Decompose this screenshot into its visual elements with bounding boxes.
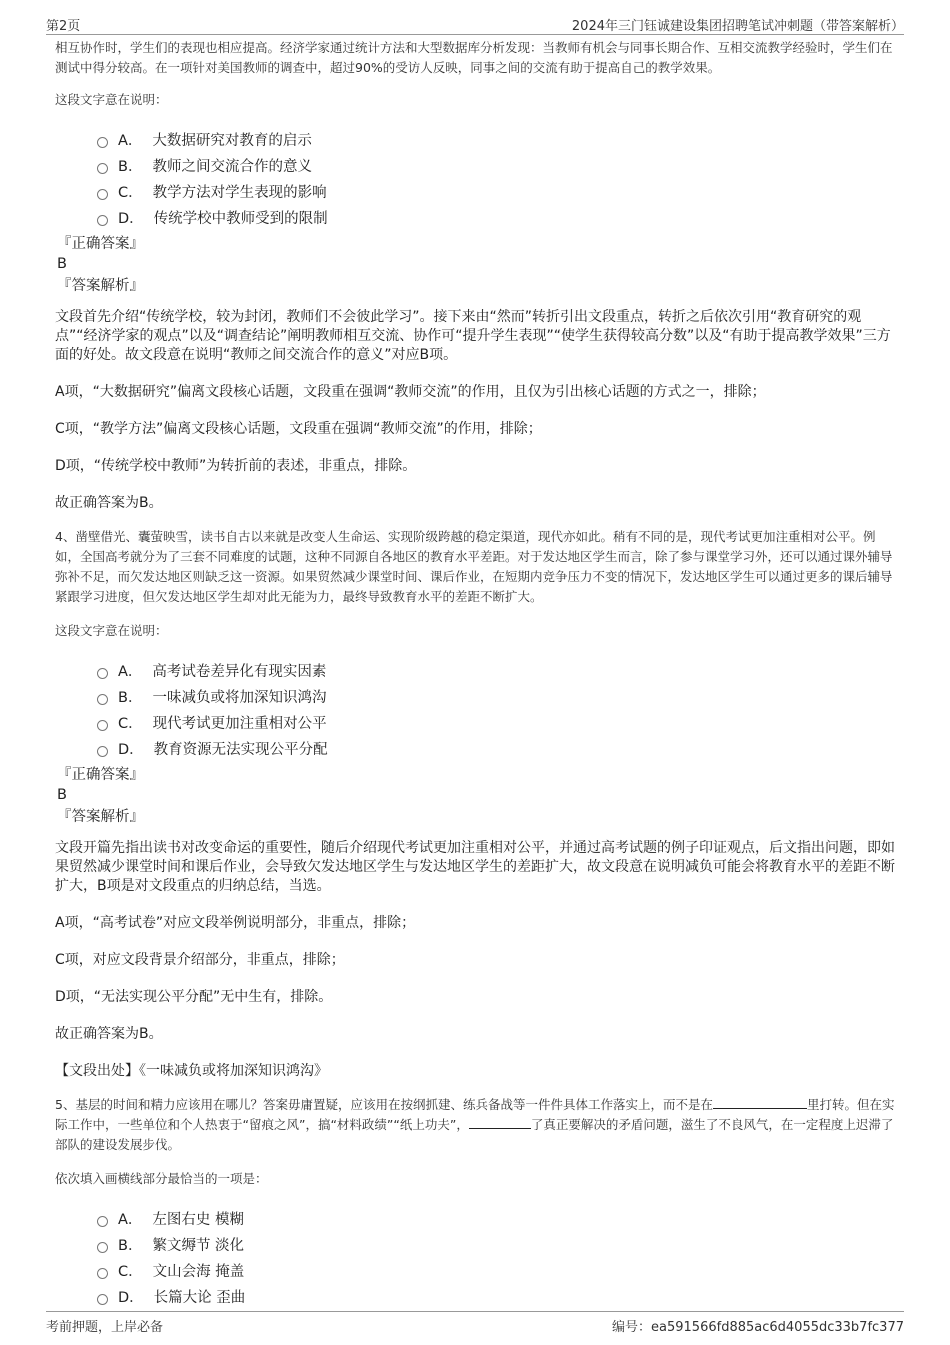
document-title: 2024年三门钰诚建设集团招聘笔试冲刺题（带答案解析） [571, 19, 904, 34]
q3-option-c[interactable] [97, 178, 895, 204]
radio-icon[interactable] [97, 1268, 108, 1279]
radio-icon[interactable] [97, 694, 108, 705]
option-text: 文山会海 掩盖 [152, 1263, 245, 1280]
q5-passage-part-3: 了真正要解决的矛盾问题，滋生了不良风气，在一定程度上迟滞了部队的建设发展步伐。 [55, 1117, 894, 1152]
q3-answer: B [57, 256, 67, 272]
q5-options [97, 1205, 895, 1309]
option-text: 繁文缛节 淡化 [152, 1237, 245, 1254]
option-letter: C． [118, 1263, 143, 1280]
q5-stem: 依次填入画横线部分最恰当的一项是： [55, 1171, 268, 1186]
q5-passage-part-1: 5、基层的时间和精力应该用在哪儿？答案毋庸置疑，应该用在按纲抓建、练兵备战等一件件具体工作落实上，而不是在 [55, 1097, 713, 1112]
q4-analysis-label: 『答案解析』 [57, 809, 144, 825]
option-letter: D． [118, 741, 144, 758]
q3-analysis-main: 文段首先介绍“传统学校，较为封闭，教师们不会彼此学习”。接下来由“然而”转折引出文段重点，转折之后依次引用“教育研究的观点”“经济学家的观点”以及“调查结论”阐明教师相互交流、协作可“提升学生表现”“使学生获得较高分数”以及“有助于提高教学效果”三方面的好处。故文段意在说明“教师之间交流合作的意义”对应B项。 [55, 309, 891, 363]
option-letter: A． [118, 132, 143, 149]
radio-icon[interactable] [97, 215, 108, 226]
q4-answer-label: 『正确答案』 [57, 767, 144, 783]
footer-slogan: 考前押题，上岸必备 [46, 1320, 164, 1335]
radio-icon[interactable] [97, 1242, 108, 1253]
option-letter: C． [118, 184, 143, 201]
q4-analysis-a: A项，“高考试卷”对应文段举例说明部分，非重点，排除； [55, 915, 416, 931]
q5-blank-2 [469, 1116, 531, 1129]
q4-source: 【文段出处】《一味减负或将加深知识鸿沟》 [55, 1063, 328, 1079]
option-letter: B． [118, 689, 143, 706]
q3-analysis-a: A项，“大数据研究”偏离文段核心话题，文段重在强调“教师交流”的作用，且仅为引出核心话题的方式之一，排除； [55, 384, 766, 400]
q3-passage: 相互协作时，学生们的表现也相应提高。经济学家通过统计方法和大型数据库分析发现：当教师有机会与同事长期合作、互相交流教学经验时，学生们在测试中得分较高。在一项针对美国教师的调查中，超过90%的受访人反映，同事之间的交流有助于提高自己的教学效果。 [55, 40, 893, 75]
option-text: 教师之间交流合作的意义 [152, 158, 312, 175]
q3-stem: 这段文字意在说明： [55, 92, 168, 107]
q3-option-b[interactable] [97, 152, 895, 178]
q4-answer: B [57, 787, 67, 803]
q4-stem: 这段文字意在说明： [55, 623, 168, 638]
option-letter: B． [118, 158, 143, 175]
q4-analysis-main: 文段开篇先指出读书对改变命运的重要性，随后介绍现代考试更加注重相对公平，并通过高考试题的例子印证观点，后文指出问题，即如果贸然减少课堂时间和课后作业，会导致欠发达地区学生与发达地区学生的差距扩大，故文段意在说明减负可能会将教育水平的差距不断扩大，B项是对文段重点的归纳总结，当选。 [55, 840, 895, 894]
page-number: 第2页 [46, 19, 81, 34]
option-text: 高考试卷差异化有现实因素 [152, 663, 327, 680]
radio-icon[interactable] [97, 1216, 108, 1227]
option-letter: D． [118, 210, 144, 227]
q3-option-d[interactable] [97, 204, 895, 230]
option-letter: C． [118, 715, 143, 732]
q4-passage: 4、凿壁借光、囊萤映雪，读书自古以来就是改变人生命运、实现阶级跨越的稳定渠道，现代亦如此。稍有不同的是，现代考试更加注重相对公平。例如，全国高考就分为了三套不同难度的试题，这种不同源自各地区的教育水平差距。对于发达地区学生而言，除了参与课堂学习外，还可以通过课外辅导弥补不足，而欠发达地区则缺乏这一资源。如果贸然减少课堂时间、课后作业，在短期内竞争压力不变的情况下，发达地区学生可以通过更多的课后辅导紧跟学习进度，但欠发达地区学生却对此无能为力，最终导致教育水平的差距不断扩大。 [55, 529, 893, 604]
option-text: 长篇大论 歪曲 [153, 1289, 246, 1306]
q5-option-b[interactable] [97, 1231, 895, 1257]
page-content [55, 38, 895, 1309]
q3-answer-label: 『正确答案』 [57, 236, 144, 252]
q4-analysis-d: D项，“无法实现公平分配”无中生有，排除。 [55, 989, 333, 1005]
radio-icon[interactable] [97, 137, 108, 148]
radio-icon[interactable] [97, 668, 108, 679]
page-footer [46, 1311, 904, 1336]
q3-conclusion: 故正确答案为B。 [55, 495, 163, 511]
radio-icon[interactable] [97, 163, 108, 174]
document-id: 编号：ea591566fd885ac6d4055dc33b7fc377 [612, 1320, 904, 1335]
page-header [46, 12, 904, 35]
q5-passage [55, 1095, 895, 1155]
q5-passage-part-2: 里打转。但在实际工作中，一些单位和个人热衷于“留痕之风”，搞“材料政绩”“纸上功夫”， [55, 1097, 895, 1132]
q5-option-a[interactable] [97, 1205, 895, 1231]
radio-icon[interactable] [97, 1294, 108, 1305]
q5-option-c[interactable] [97, 1257, 895, 1283]
q4-conclusion: 故正确答案为B。 [55, 1026, 163, 1042]
q4-analysis-c: C项，对应文段背景介绍部分，非重点，排除； [55, 952, 345, 968]
q5-option-d[interactable] [97, 1283, 895, 1309]
q4-options [97, 657, 895, 761]
option-letter: A． [118, 1211, 143, 1228]
q4-option-a[interactable] [97, 657, 895, 683]
q3-analysis-c: C项，“教学方法”偏离文段核心话题，文段重在强调“教师交流”的作用，排除； [55, 421, 542, 437]
q3-analysis-label: 『答案解析』 [57, 278, 144, 294]
q5-blank-1 [713, 1096, 807, 1109]
radio-icon[interactable] [97, 746, 108, 757]
q3-option-a[interactable] [97, 126, 895, 152]
option-text: 传统学校中教师受到的限制 [153, 210, 328, 227]
option-letter: A． [118, 663, 143, 680]
radio-icon[interactable] [97, 720, 108, 731]
option-text: 大数据研究对教育的启示 [152, 132, 312, 149]
radio-icon[interactable] [97, 189, 108, 200]
option-text: 左图右史 模糊 [152, 1211, 245, 1228]
option-text: 现代考试更加注重相对公平 [152, 715, 327, 732]
option-letter: B． [118, 1237, 143, 1254]
option-letter: D． [118, 1289, 144, 1306]
option-text: 一味减负或将加深知识鸿沟 [152, 689, 327, 706]
q4-option-b[interactable] [97, 683, 895, 709]
q4-option-c[interactable] [97, 709, 895, 735]
q3-options [97, 126, 895, 230]
option-text: 教育资源无法实现公平分配 [153, 741, 328, 758]
q4-option-d[interactable] [97, 735, 895, 761]
option-text: 教学方法对学生表现的影响 [152, 184, 327, 201]
q3-analysis-d: D项，“传统学校中教师”为转折前的表述，非重点，排除。 [55, 458, 417, 474]
